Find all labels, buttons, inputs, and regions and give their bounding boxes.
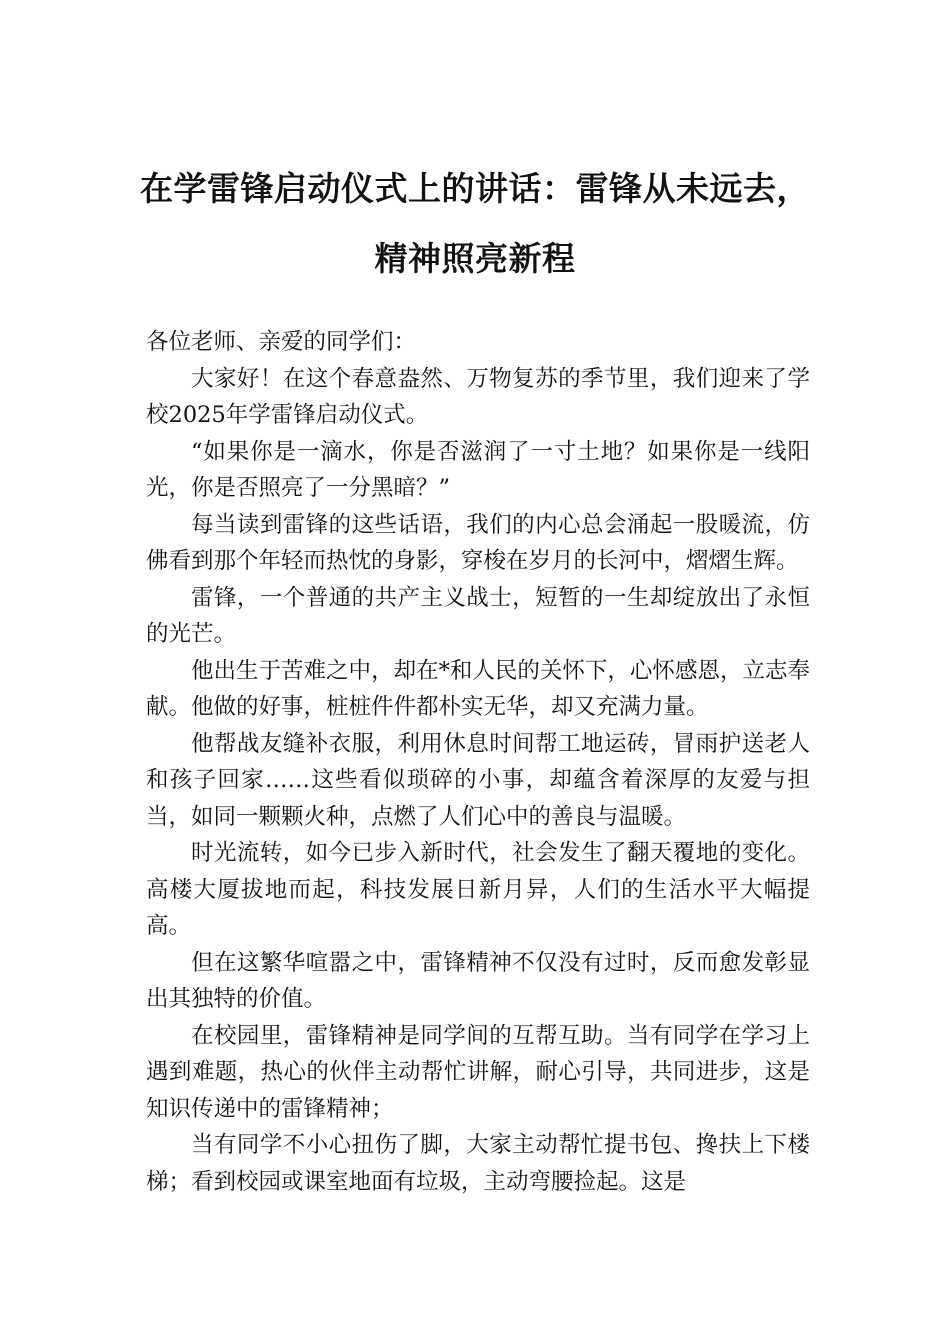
paragraph: 但在这繁华喧嚣之中，雷锋精神不仅没有过时，反而愈发彰显出其独特的价值。	[146, 949, 810, 1012]
document-body	[146, 324, 810, 1200]
paragraph: 当有同学不小心扭伤了脚，大家主动帮忙提书包、搀扶上下楼梯；看到校园或课室地面有垃圾，主动弯腰捡起。这是	[146, 1132, 810, 1195]
paragraph: 大家好！在这个春意盎然、万物复苏的季节里，我们迎来了学校2025年学雷锋启动仪式。	[146, 365, 810, 428]
paragraph: 他帮战友缝补衣服，利用休息时间帮工地运砖，冒雨护送老人和孩子回家……这些看似琐碎的小事，却蕴含着深厚的友爱与担当，如同一颗颗火种，点燃了人们心中的善良与温暖。	[146, 730, 810, 830]
paragraph: 他出生于苦难之中，却在*和人民的关怀下，心怀感恩，立志奉献。他做的好事，桩桩件件都朴实无华，却又充满力量。	[146, 657, 810, 720]
paragraph: 雷锋，一个普通的共产主义战士，短暂的一生却绽放出了永恒的光芒。	[146, 584, 810, 647]
document-title-line-1: 在学雷锋启动仪式上的讲话：雷锋从未远去，	[140, 169, 810, 208]
paragraph: 在校园里，雷锋精神是同学间的互帮互助。当有同学在学习上遇到难题，热心的伙伴主动帮忙讲解，耐心引导，共同进步，这是知识传递中的雷锋精神；	[146, 1022, 810, 1122]
document-title-line-2: 精神照亮新程	[374, 239, 576, 278]
salutation: 各位老师、亲爱的同学们：	[146, 329, 417, 355]
paragraph: 时光流转，如今已步入新时代，社会发生了翻天覆地的变化。高楼大厦拔地而起，科技发展日新月异，人们的生活水平大幅提高。	[146, 840, 810, 939]
paragraph: “如果你是一滴水，你是否滋润了一寸土地？如果你是一线阳光，你是否照亮了一分黑暗？”	[146, 438, 810, 501]
paragraph: 每当读到雷锋的这些话语，我们的内心总会涌起一股暖流，仿佛看到那个年轻而热忱的身影，穿梭在岁月的长河中，熠熠生辉。	[146, 511, 810, 574]
